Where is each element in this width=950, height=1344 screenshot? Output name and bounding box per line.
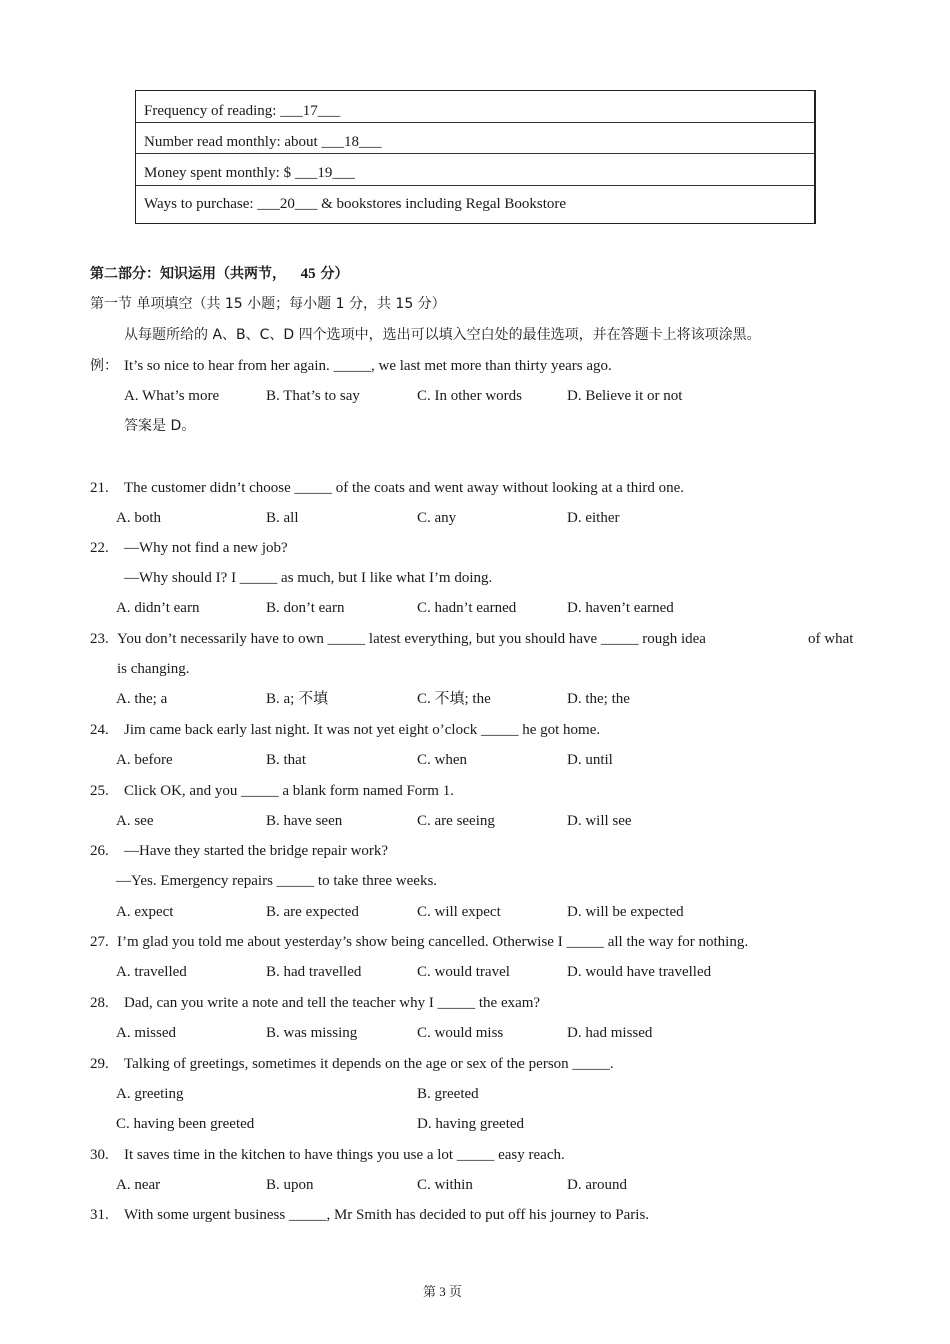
example-option-d: D. Believe it or not — [567, 388, 683, 404]
option-b: B. greeted — [417, 1086, 479, 1102]
option-b: B. a; 不填 — [266, 691, 329, 707]
option-c: C. within — [417, 1177, 473, 1193]
example-option-a: A. What’s more — [124, 388, 220, 404]
form-row-text: Money spent monthly: $ ___19___ — [144, 165, 355, 181]
option-d: D. the; the — [567, 691, 630, 707]
form-row-text: Ways to purchase: ___20___ & bookstores including Regal Bookstore — [144, 196, 567, 212]
form-row-ways — [136, 185, 814, 223]
question-number: 24. — [90, 722, 109, 738]
example-label: 例： — [90, 358, 118, 374]
option-b: B. all — [266, 510, 299, 526]
option-d: D. either — [567, 510, 620, 526]
option-d: D. had missed — [567, 1025, 653, 1041]
option-c: C. having been greeted — [116, 1116, 255, 1132]
option-a: A. before — [116, 752, 173, 768]
option-a: A. greeting — [116, 1086, 184, 1102]
option-d: D. will be expected — [567, 904, 684, 920]
option-a: A. missed — [116, 1025, 176, 1041]
option-b: B. have seen — [266, 813, 343, 829]
question-number: 29. — [90, 1056, 109, 1072]
question-text: —Why not find a new job? — [124, 540, 288, 556]
option-b: B. that — [266, 752, 306, 768]
option-b: B. upon — [266, 1177, 314, 1193]
subsection-title: 第一节 单项填空（共 15 小题；每小题 1 分，共 15 分） — [90, 296, 446, 312]
question-text-end: of what — [808, 631, 854, 647]
option-c: C. any — [417, 510, 457, 526]
question-number: 26. — [90, 843, 109, 859]
question-number: 30. — [90, 1147, 109, 1163]
example-option-c: C. In other words — [417, 388, 522, 404]
form-row-text: Number read monthly: about ___18___ — [144, 134, 382, 150]
question-number: 23. — [90, 631, 109, 647]
option-a: A. the; a — [116, 691, 168, 707]
question-text: I’m glad you told me about yesterday’s show being cancelled. Otherwise I _____ all the way for nothing. — [117, 934, 749, 950]
question-text: The customer didn’t choose _____ of the coats and went away without looking at a third one. — [124, 480, 685, 496]
question-text-line2: —Yes. Emergency repairs _____ to take three weeks. — [116, 873, 438, 889]
option-c: C. will expect — [417, 904, 501, 920]
question-text-line2: is changing. — [117, 661, 190, 677]
question-text: With some urgent business _____, Mr Smith has decided to put off his journey to Paris. — [124, 1207, 650, 1223]
question-text: —Have they started the bridge repair work? — [124, 843, 389, 859]
example-question: It’s so nice to hear from her again. _____, we last met more than thirty years ago. — [124, 358, 612, 374]
question-text-line2: —Why should I? I _____ as much, but I like what I’m doing. — [124, 570, 493, 586]
option-c: C. when — [417, 752, 467, 768]
option-d: D. will see — [567, 813, 632, 829]
option-a: A. travelled — [116, 964, 187, 980]
option-d: D. haven’t earned — [567, 600, 674, 616]
part-title: 第二部分：知识运用（共两节， 45 分） — [90, 266, 349, 282]
option-c: C. 不填; the — [417, 691, 491, 707]
question-text: Dad, can you write a note and tell the teacher why I _____ the exam? — [124, 995, 541, 1011]
question-number: 22. — [90, 540, 109, 556]
question-text: You don’t necessarily have to own _____ latest everything, but you should have _____ rough idea — [117, 631, 706, 647]
option-d: D. would have travelled — [567, 964, 712, 980]
option-c: C. hadn’t earned — [417, 600, 517, 616]
question-text: It saves time in the kitchen to have things you use a lot _____ easy reach. — [124, 1147, 565, 1163]
option-a: A. both — [116, 510, 161, 526]
option-a: A. near — [116, 1177, 161, 1193]
instructions: 从每题所给的 A、B、C、D 四个选项中，选出可以填入空白处的最佳选项，并在答题卡上将该项涂黑。 — [124, 327, 761, 343]
option-d: D. until — [567, 752, 613, 768]
question-number: 27. — [90, 934, 109, 950]
option-a: A. didn’t earn — [116, 600, 200, 616]
option-d: D. around — [567, 1177, 627, 1193]
example-answer: 答案是 D。 — [124, 418, 196, 434]
form-table — [135, 90, 816, 224]
option-c: C. are seeing — [417, 813, 495, 829]
option-b: B. don’t earn — [266, 600, 345, 616]
option-c: C. would travel — [417, 964, 510, 980]
option-b: B. was missing — [266, 1025, 358, 1041]
page-number-footer: 第 3 页 — [423, 1284, 463, 1300]
option-b: B. are expected — [266, 904, 359, 920]
option-d: D. having greeted — [417, 1116, 525, 1132]
option-a: A. expect — [116, 904, 174, 920]
question-number: 31. — [90, 1207, 109, 1223]
question-text: Talking of greetings, sometimes it depends on the age or sex of the person _____. — [124, 1056, 614, 1072]
option-c: C. would miss — [417, 1025, 504, 1041]
option-b: B. had travelled — [266, 964, 362, 980]
form-row-number — [136, 122, 814, 154]
question-text: Click OK, and you _____ a blank form named Form 1. — [124, 783, 454, 799]
question-number: 21. — [90, 480, 109, 496]
form-row-text: Frequency of reading: ___17___ — [144, 103, 341, 119]
option-a: A. see — [116, 813, 154, 829]
form-row-money — [136, 153, 814, 186]
example-option-b: B. That’s to say — [266, 388, 360, 404]
question-text: Jim came back early last night. It was not yet eight o’clock _____ he got home. — [124, 722, 601, 738]
form-row-frequency — [136, 91, 814, 123]
question-number: 25. — [90, 783, 109, 799]
question-number: 28. — [90, 995, 109, 1011]
